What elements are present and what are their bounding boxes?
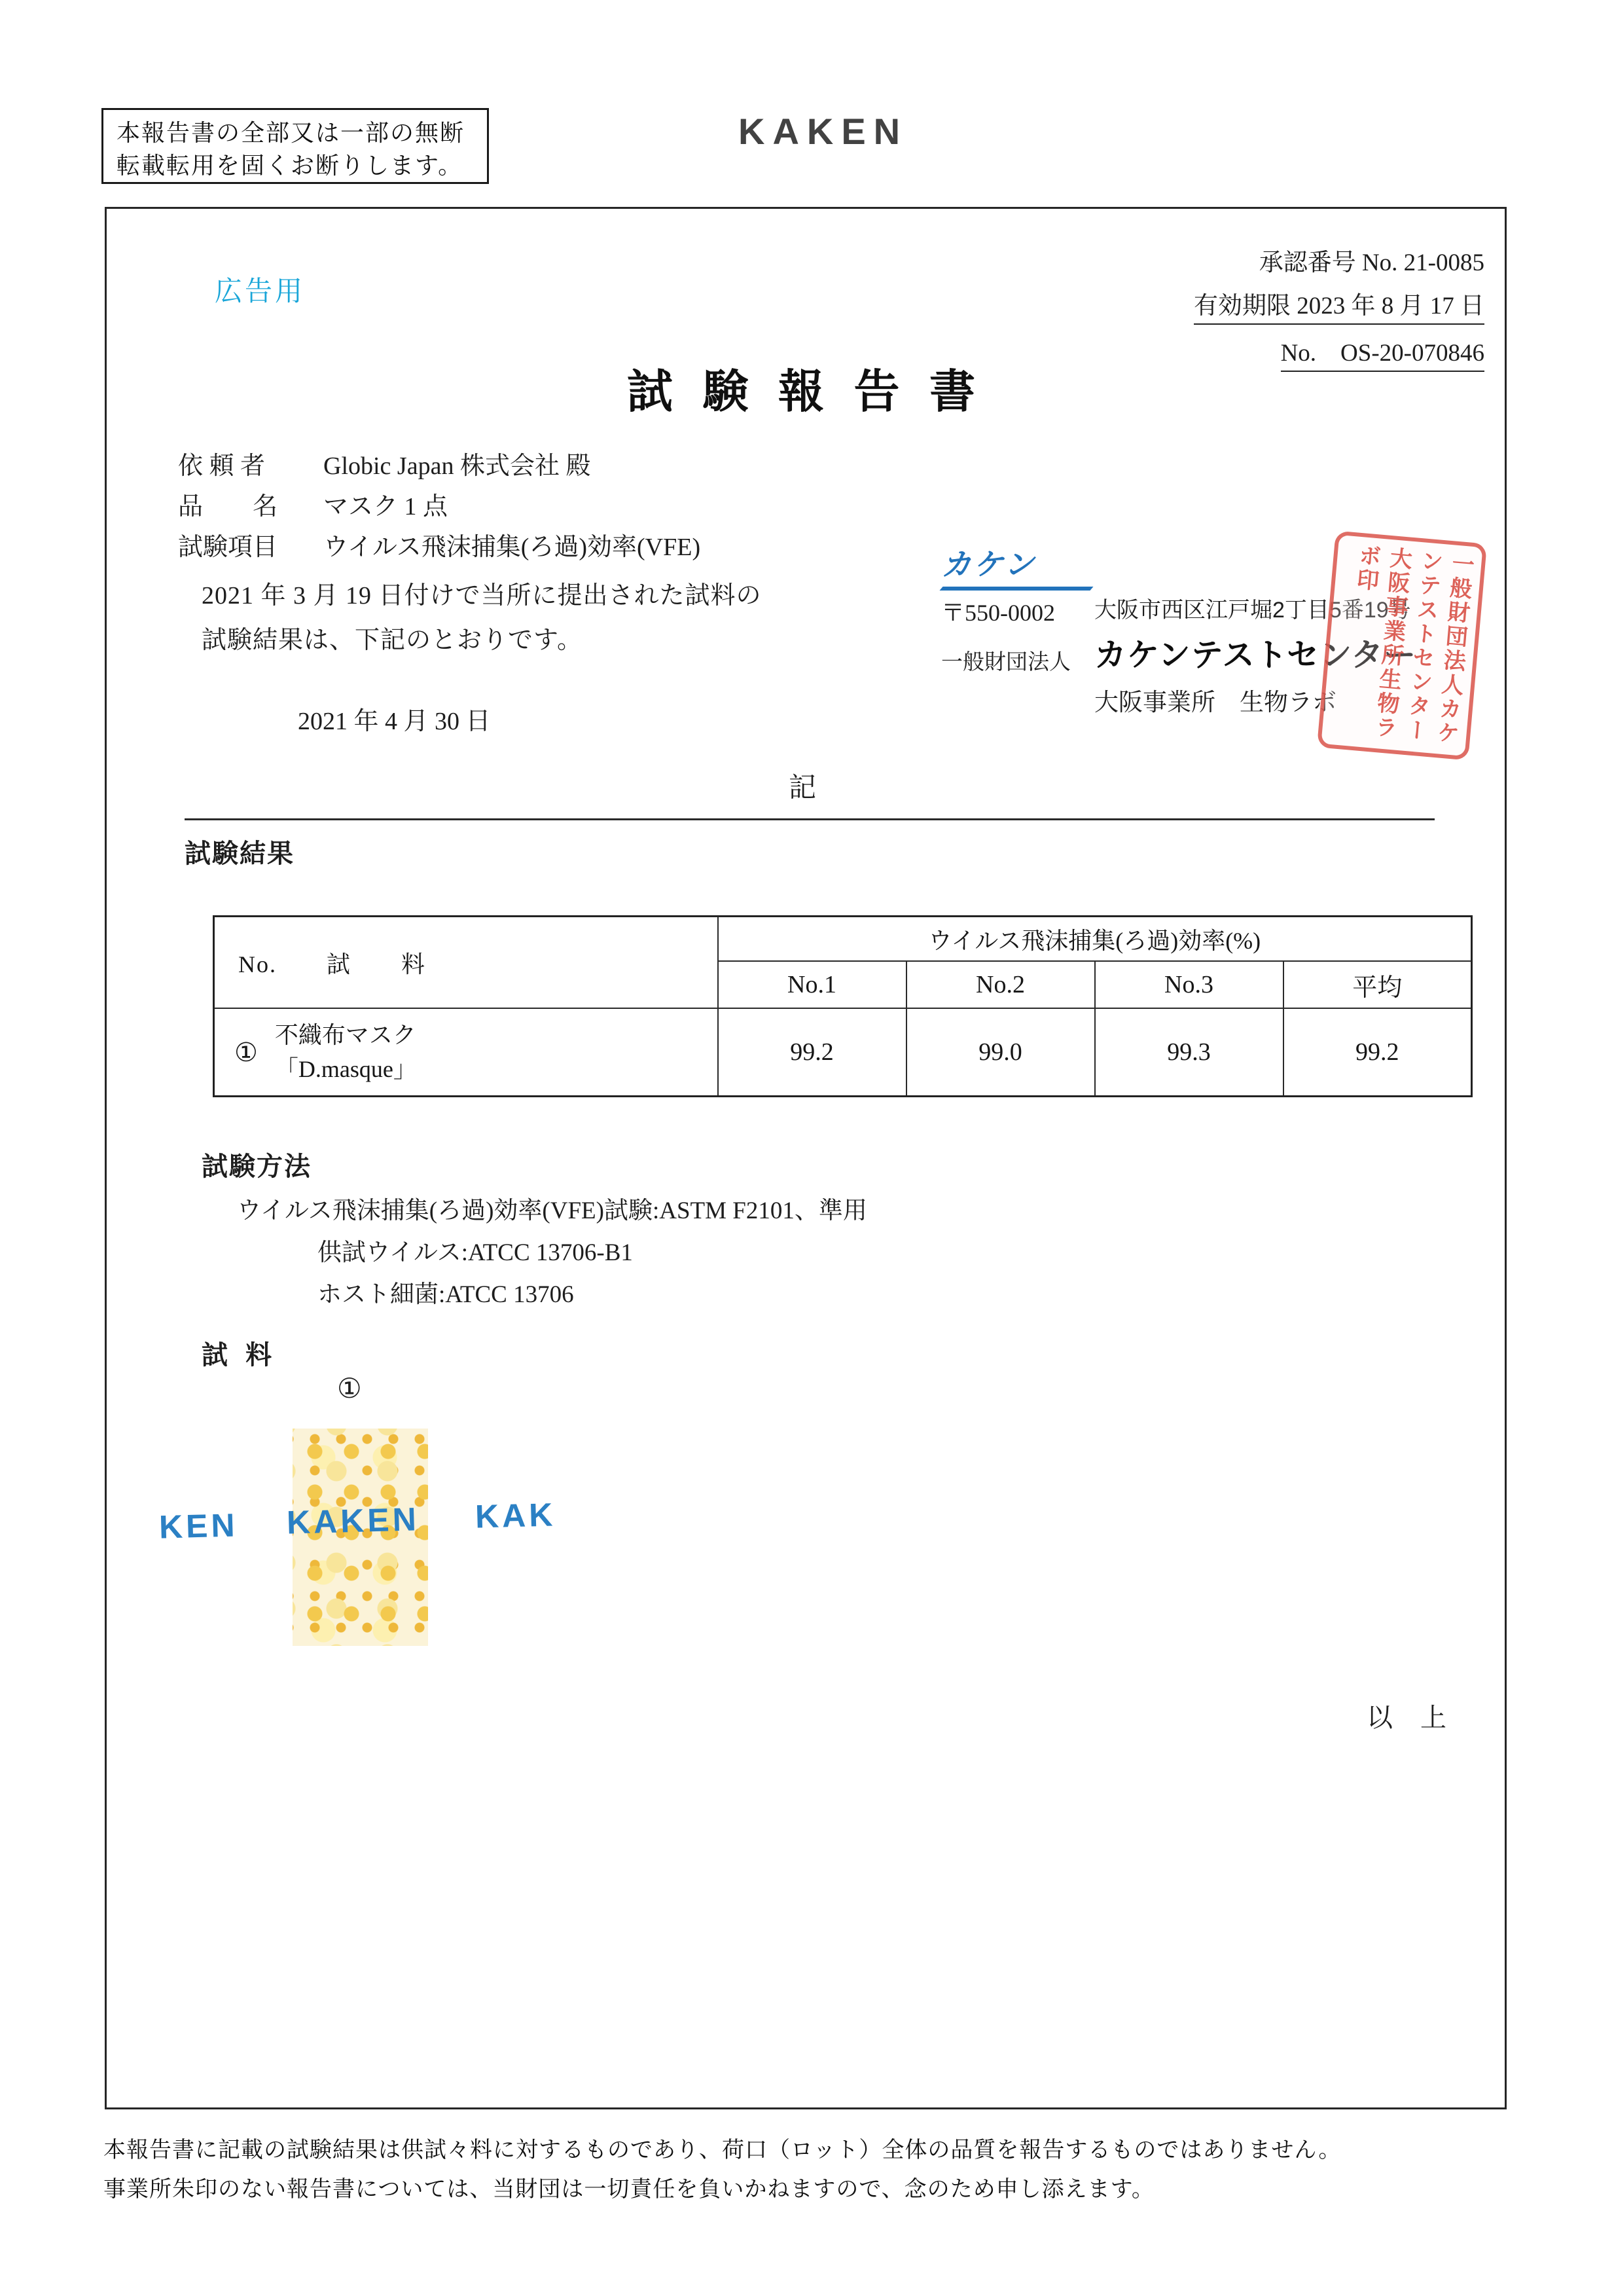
watermark-text-left: KEN xyxy=(158,1506,239,1546)
approval-number: 承認番号 No. 21-0085 xyxy=(1259,249,1484,276)
method-line2: 供試ウイルス:ATCC 13706-B1 xyxy=(317,1239,633,1266)
method-line1: ウイルス飛沫捕集(ろ過)効率(VFE)試験:ASTM F2101、準用 xyxy=(237,1197,867,1224)
results-heading: 試験結果 xyxy=(185,839,295,868)
test-item-row xyxy=(178,527,700,568)
table-row xyxy=(214,1008,1472,1097)
test-item-value: ウイルス飛沫捕集(ろ過)効率(VFE) xyxy=(323,534,701,561)
watermark-text-center: KAKEN xyxy=(286,1501,420,1541)
kaken-logo-mark: カケン xyxy=(941,541,1092,591)
sample-section-heading: 試 料 xyxy=(202,1341,278,1370)
requester-row xyxy=(178,446,700,486)
item-label: 品 名 xyxy=(178,493,278,520)
body-line2: 試験結果は、下記のとおりです。 xyxy=(202,627,583,654)
column-header-no3: No.3 xyxy=(1095,961,1283,1008)
column-header-no2: No.2 xyxy=(906,961,1095,1008)
value-no1: 99.2 xyxy=(718,1008,906,1097)
official-seal-stamp: 一般財団法人カケンテストセンター大阪事業所生物ラボ印 xyxy=(1317,531,1487,761)
requester-label: 依 頼 者 xyxy=(178,452,266,480)
report-body-paragraph xyxy=(202,574,762,663)
issuer-postal-code: 〒550-0002 xyxy=(941,600,1055,626)
issue-date: 2021 年 4 月 30 日 xyxy=(298,708,491,735)
sample-name-line2: 「D.masque」 xyxy=(274,1056,417,1082)
footer-disclaimer-line1: 本報告書に記載の試験結果は供試々料に対するものであり、荷口（ロット）全体の品質を報告するものではありません。 xyxy=(103,2138,1342,2162)
issuer-org-type: 一般財団法人 xyxy=(941,651,1071,674)
value-average: 99.2 xyxy=(1283,1008,1472,1097)
document-title: 試 験 報 告 書 xyxy=(627,367,984,418)
issuer-org-name: カケンテストセンター xyxy=(1094,638,1417,673)
section-divider xyxy=(185,818,1435,820)
method-heading: 試験方法 xyxy=(202,1152,312,1181)
kaken-wordmark-logo: KAKEN xyxy=(738,111,908,152)
issuer-address: 大阪市西区江戸堀2丁目5番19号 xyxy=(1094,598,1411,623)
copy-notice-box xyxy=(101,108,489,184)
sample-mark: ① xyxy=(337,1374,362,1404)
results-table xyxy=(213,915,1473,1097)
sample-cell xyxy=(214,1008,718,1097)
method-line3: ホスト細菌:ATCC 13706 xyxy=(317,1281,574,1308)
column-header-sample: No. 試 料 xyxy=(214,917,718,1009)
item-value: マスク 1 点 xyxy=(323,493,448,520)
closing-mark: 以 上 xyxy=(1367,1703,1457,1732)
value-no3: 99.3 xyxy=(1095,1008,1283,1097)
sample-number: ① xyxy=(234,1037,258,1067)
column-group-header: ウイルス飛沫捕集(ろ過)効率(%) xyxy=(718,917,1472,962)
copy-notice-line1: 本報告書の全部又は一部の無断 xyxy=(117,120,465,146)
item-row xyxy=(178,486,700,527)
body-line1: 2021 年 3 月 19 日付けで当所に提出された試料の xyxy=(202,582,762,610)
column-header-no1: No.1 xyxy=(718,961,906,1008)
client-info-block xyxy=(178,446,700,568)
test-item-label: 試験項目 xyxy=(178,534,278,561)
ad-use-label: 広告用 xyxy=(215,276,306,306)
report-number: No. OS-20-070846 xyxy=(1281,333,1484,372)
record-marker: 記 xyxy=(788,773,823,803)
validity-date: 有効期限 2023 年 8 月 17 日 xyxy=(1194,285,1484,325)
issuer-office: 大阪事業所 生物ラボ xyxy=(1094,689,1336,716)
value-no2: 99.0 xyxy=(906,1008,1095,1097)
table-group-header-row xyxy=(214,917,1472,962)
copy-notice-line2: 転載転用を固くお断りします。 xyxy=(117,153,463,179)
column-header-average: 平均 xyxy=(1283,961,1472,1008)
footer-disclaimer-line2: 事業所朱印のない報告書については、当財団は一切責任を負いかねますので、念のため申し添えます。 xyxy=(103,2178,1155,2202)
watermark-text-right: KAK xyxy=(475,1496,557,1535)
sample-name-line1: 不織布マスク xyxy=(274,1022,416,1048)
requester-value: Globic Japan 株式会社 殿 xyxy=(323,452,591,480)
